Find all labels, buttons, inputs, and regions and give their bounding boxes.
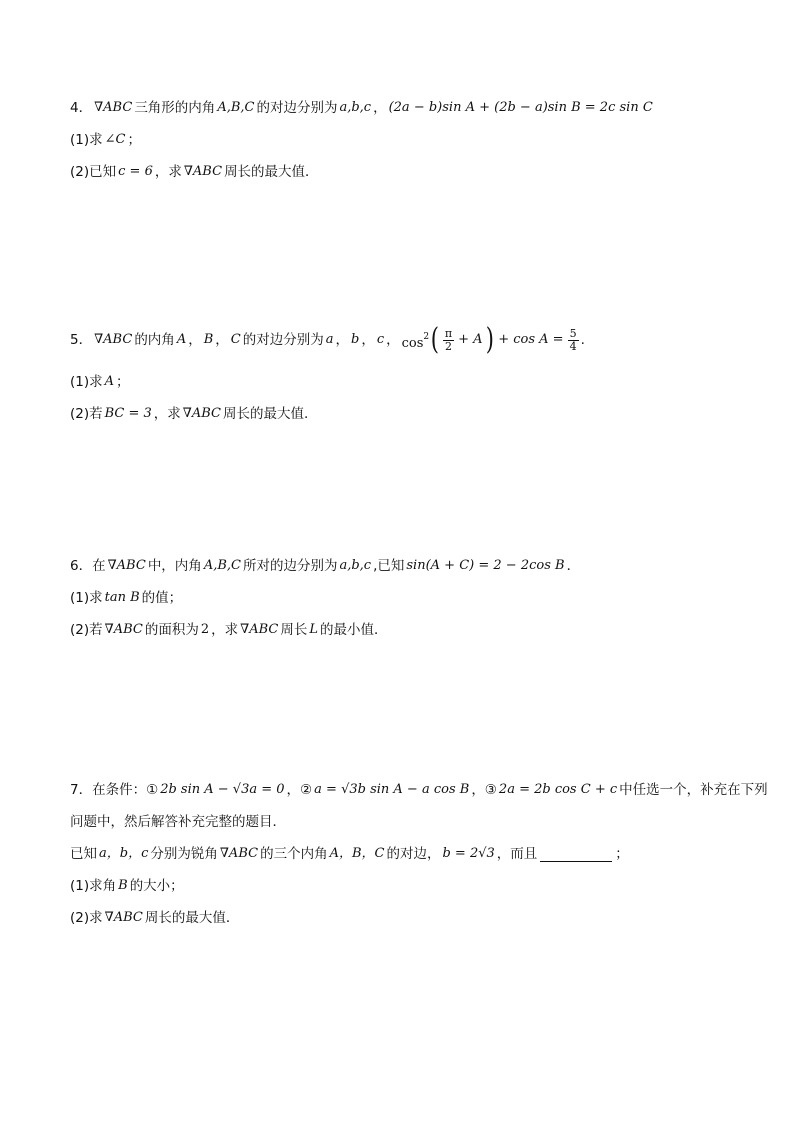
- stem-text: 的内角: [134, 332, 175, 348]
- problem-6: [70, 556, 730, 640]
- part-text: 的大小；: [129, 878, 184, 894]
- part-text: ，求: [211, 622, 239, 638]
- part-text: ；: [127, 132, 141, 148]
- pi-over-2-fraction: [443, 328, 454, 353]
- stem-text: ，而且: [496, 846, 538, 862]
- stem-text: ，: [188, 332, 202, 348]
- part-math: L: [309, 622, 318, 637]
- part-math: A: [104, 374, 115, 389]
- answer-blank[interactable]: [540, 847, 612, 862]
- fraction-numerator: π: [444, 326, 453, 340]
- part-label: (2)已知: [70, 164, 117, 180]
- sides-math: a，b，c: [99, 846, 149, 861]
- part-text: ，求: [154, 164, 182, 180]
- problem-7-part-1: [70, 876, 730, 896]
- part-math: 2: [200, 622, 210, 637]
- part-text: 的面积为: [144, 622, 199, 638]
- part-text: 的值；: [141, 590, 183, 606]
- triangle-symbol: ∇ABC: [182, 406, 222, 421]
- triangle-symbol: ∇ABC: [94, 100, 133, 115]
- cos-squared: [402, 327, 430, 354]
- stem-text: ，: [386, 332, 400, 348]
- fraction-numerator: 5: [569, 326, 577, 340]
- problem-5-stem: [70, 320, 730, 360]
- problem-6-part-2: [70, 620, 730, 640]
- cos-text: cos: [401, 335, 424, 351]
- part-label: (2)若: [70, 622, 103, 638]
- five-quarters-fraction: [568, 328, 579, 353]
- right-paren: ): [486, 322, 495, 357]
- condition-math: (2a − b)sin A + (2b − a)sin B = 2c sin C: [388, 100, 653, 115]
- problem-number: 7．: [70, 782, 93, 798]
- part-label: (1)求: [70, 374, 103, 390]
- problem-7-stem: [70, 780, 768, 800]
- part-label: (2)若: [70, 406, 103, 422]
- problem-5-part-1: [70, 372, 730, 392]
- side-math: c: [376, 332, 385, 347]
- plus-a-math: + A: [458, 332, 483, 347]
- problem-7-part-2: [70, 908, 730, 928]
- angle-math: C: [230, 332, 241, 347]
- stem-text: 的对边分别为: [242, 332, 324, 348]
- b-value-math: b = 2√3: [442, 846, 495, 861]
- part-text: ，求: [153, 406, 181, 422]
- condition-2-math: a = √3b sin A − a cos B: [314, 782, 470, 797]
- triangle-symbol: ∇ABC: [219, 846, 259, 861]
- problem-6-part-1: [70, 588, 730, 608]
- side-math: b: [350, 332, 360, 347]
- problem-4-stem: [70, 98, 730, 118]
- stem-text: 已知: [70, 846, 97, 862]
- problem-number: 4．: [70, 100, 93, 116]
- stem-text: .: [580, 332, 585, 348]
- part-text: ；: [116, 374, 130, 390]
- part-math: B: [118, 878, 128, 893]
- part-text: 周长的最大值．: [224, 164, 319, 180]
- stem-text: 的对边分别为: [256, 100, 338, 116]
- stem-text: 问题中，然后解答补充完整的题目．: [70, 814, 286, 830]
- stem-text: ，③: [471, 782, 497, 798]
- stem-text: 所对的边分别为: [242, 558, 338, 574]
- triangle-symbol: ∇ABC: [104, 622, 143, 637]
- stem-text: 中，内角: [147, 558, 202, 574]
- stem-text: 在: [92, 558, 106, 574]
- angles-math: A,B,C: [203, 558, 241, 573]
- cos-math: + cos A =: [498, 332, 564, 347]
- angle-math: B: [203, 332, 214, 347]
- problem-7-given: [70, 844, 730, 864]
- stem-text: ，: [373, 100, 387, 116]
- part-text: 的最小值．: [319, 622, 388, 638]
- stem-text: ；: [615, 846, 629, 862]
- triangle-symbol: ∇ABC: [183, 164, 223, 179]
- sides-math: a,b,c: [339, 100, 372, 115]
- left-paren: (: [430, 322, 440, 357]
- part-label: (1)求角: [70, 878, 117, 894]
- stem-text: 的对边，: [386, 846, 441, 862]
- problem-4: [70, 98, 730, 182]
- problem-5-part-2: [70, 404, 730, 424]
- problem-6-stem: [70, 556, 730, 576]
- part-math: c = 6: [118, 164, 153, 179]
- stem-text: 在条件：①: [92, 782, 159, 798]
- stem-text: ，②: [286, 782, 313, 798]
- fraction-denominator: 2: [444, 339, 452, 353]
- problem-4-part-1: [70, 130, 730, 150]
- triangle-symbol: ∇ABC: [240, 622, 279, 637]
- part-label: (2)求: [70, 910, 103, 926]
- angles-math: A，B，C: [329, 846, 385, 861]
- stem-text: 的三个内角: [260, 846, 328, 862]
- stem-text: 三角形的内角: [134, 100, 216, 116]
- condition-1-math: 2b sin A − √3a = 0: [160, 782, 285, 797]
- stem-text: ．: [566, 558, 581, 574]
- triangle-symbol: ∇ABC: [104, 910, 143, 925]
- problem-5: [70, 320, 730, 424]
- stem-text: ，: [215, 332, 229, 348]
- part-text: 周长的最大值．: [144, 910, 240, 926]
- problem-7: [70, 780, 768, 928]
- part-math: ∠C: [104, 132, 126, 147]
- sides-math: a,b,c: [339, 558, 372, 573]
- stem-text: 分别为锐角: [150, 846, 218, 862]
- stem-text: ,已知: [373, 558, 405, 574]
- triangle-symbol: ∇ABC: [107, 558, 146, 573]
- problem-7-stem-line-2: [70, 812, 730, 832]
- condition-3-math: 2a = 2b cos C + c: [498, 782, 618, 797]
- exponent: 2: [423, 331, 430, 342]
- condition-math: sin(A + C) = 2 − 2cos B: [406, 558, 565, 573]
- part-label: (1)求: [70, 590, 103, 606]
- problem-4-part-2: [70, 162, 730, 182]
- problem-number: 6．: [70, 558, 93, 574]
- side-math: a: [325, 332, 334, 347]
- part-text: 周长的最大值.: [223, 406, 309, 422]
- angles-math: A,B,C: [217, 100, 255, 115]
- stem-text: ，: [335, 332, 349, 348]
- part-math: tan B: [104, 590, 140, 605]
- part-math: BC = 3: [104, 406, 152, 421]
- problem-number: 5．: [70, 332, 93, 348]
- part-text: 周长: [280, 622, 308, 638]
- stem-text: 中任选一个，补充在下列: [619, 782, 768, 798]
- stem-text: ，: [361, 332, 375, 348]
- triangle-symbol: ∇ABC: [94, 332, 133, 347]
- part-label: (1)求: [70, 132, 103, 148]
- angle-math: A: [176, 332, 187, 347]
- fraction-denominator: 4: [569, 339, 577, 353]
